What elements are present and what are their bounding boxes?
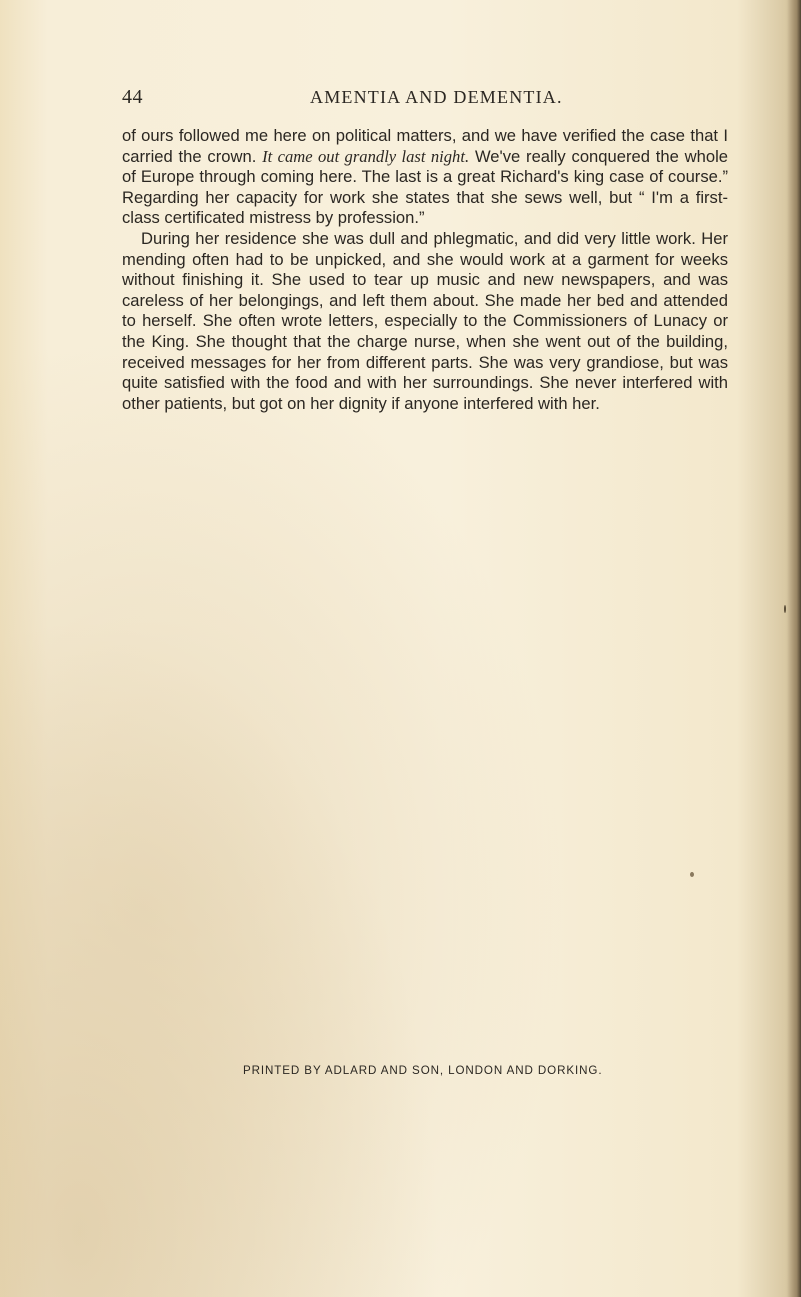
paper-speck bbox=[784, 605, 786, 613]
page-edge-shadow bbox=[787, 0, 801, 1297]
paragraph-1-part-a: of ours followed me here on political matters, and we have verified the case that I carried the crown. bbox=[122, 126, 728, 166]
paragraph-1-part-b: We've really conquered the whole of Europe through coming here. The last is a great Richard's king case of course.” Regarding her capacity for work she states that she sews well, but “ I'm a first-class certificated mistress by profession.” bbox=[122, 146, 729, 228]
running-head bbox=[122, 86, 722, 110]
paper-speck bbox=[690, 872, 694, 877]
paragraph-2: During her residence she was dull and phlegmatic, and did very little work. Her mending often had to be unpicked, and she would work at a garment for weeks without finishing it. She used to tear up music and new newspapers, and was careless of her belongings, and left them about. She made her bed and attended to herself. She often wrote letters, especially to the Commissioners of Lunacy or the King. She thought that the charge nurse, when she went out of the building, received messages for her from different parts. She was very grandiose, but was quite satisfied with the food and with her surroundings. She never interfered with other patients, but got on her dignity if anyone interfered with her. bbox=[122, 228, 728, 413]
printer-imprint: PRINTED BY ADLARD AND SON, LONDON AND DORKING. bbox=[243, 1064, 603, 1077]
page-number: 44 bbox=[122, 86, 143, 108]
paragraph-1-italic-phrase: It came out grandly last night. bbox=[262, 146, 470, 166]
running-title: AMENTIA AND DEMENTIA. bbox=[310, 87, 563, 107]
paragraph-1 bbox=[122, 126, 728, 229]
body-text bbox=[122, 126, 728, 414]
